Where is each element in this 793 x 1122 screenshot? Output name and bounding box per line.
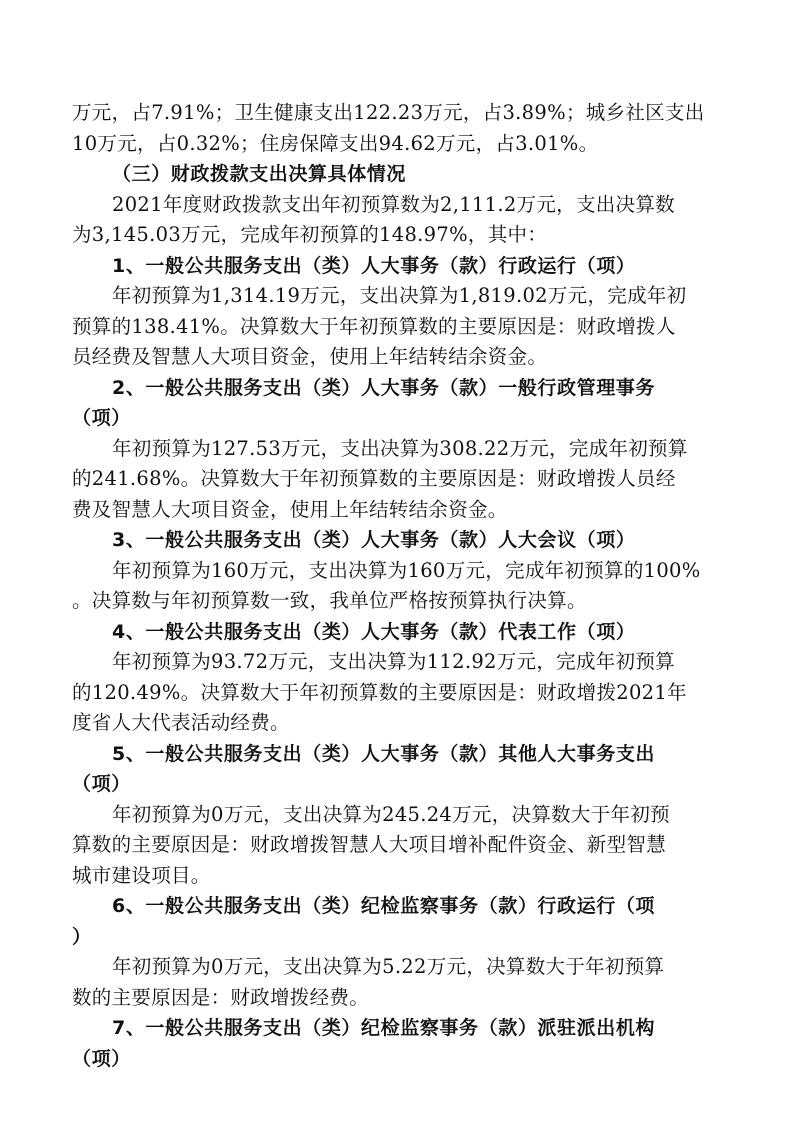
document-page (72, 98, 722, 1074)
body-line: 2021年度财政拨款支出年初预算数为2,111.2万元，支出决算数 (112, 192, 675, 216)
body-line: 年初预算为1,314.19万元，支出决算为1,819.02万元，完成年初 (112, 284, 687, 307)
body-line: 年初预算为160万元，支出决算为160万元，完成年初预算的100% (112, 558, 701, 582)
body-line: 费及智慧人大项目资金，使用上年结转结余资金。 (72, 497, 508, 521)
item-heading-7: 7、一般公共服务支出（类）纪检监察事务（款）派驻派出机构 (112, 1017, 656, 1039)
body-line: 万元，占7.91%；卫生健康支出122.23万元，占3.89%；城乡社区支出 (72, 101, 705, 124)
section-heading: （三）财政拨款支出决算具体情况 (112, 163, 407, 185)
item-heading-6: 6、一般公共服务支出（类）纪检监察事务（款）行政运行（项 (112, 895, 656, 917)
item-heading-1: 1、一般公共服务支出（类）人大事务（款）行政运行（项） (112, 254, 636, 277)
body-line: 的241.68%。决算数大于年初预算数的主要原因是：财政增拨人员经 (72, 467, 676, 490)
body-line: 年初预算为0万元，支出决算为5.22万元，决算数大于年初预算 (112, 955, 665, 978)
body-line: 为3,145.03万元，完成年初预算的148.97%，其中： (72, 223, 548, 246)
item-heading-2-cont: （项） (72, 407, 131, 429)
body-line: 算数的主要原因是：财政增拨智慧人大项目增补配件资金、新型智慧 (72, 833, 667, 856)
body-line: 。决算数与年初预算数一致，我单位严格按预算执行决算。 (72, 589, 587, 612)
body-line: 城市建设项目。 (72, 863, 211, 887)
item-heading-5: 5、一般公共服务支出（类）人大事务（款）其他人大事务支出 (112, 742, 656, 765)
body-line: 数的主要原因是：财政增拨经费。 (72, 985, 370, 1009)
item-heading-5-cont: （项） (72, 773, 131, 795)
body-line: 10万元，占0.32%；住房保障支出94.62万元，占3.01%。 (72, 131, 599, 155)
item-heading-4: 4、一般公共服务支出（类）人大事务（款）代表工作（项） (112, 620, 636, 643)
body-line: 年初预算为127.53万元，支出决算为308.22万元，完成年初预算 (112, 436, 688, 460)
body-line: 员经费及智慧人大项目资金，使用上年结转结余资金。 (72, 345, 548, 368)
body-line: 度省人大代表活动经费。 (72, 711, 290, 734)
item-heading-2: 2、一般公共服务支出（类）人大事务（款）一般行政管理事务 (112, 376, 656, 399)
body-line: 年初预算为0万元，支出决算为245.24万元，决算数大于年初预 (112, 802, 670, 826)
item-heading-7-cont: （项） (72, 1047, 131, 1070)
body-line: 预算的138.41%。决算数大于年初预算数的主要原因是：财政增拨人 (72, 314, 676, 338)
item-heading-3: 3、一般公共服务支出（类）人大事务（款）人大会议（项） (112, 529, 636, 551)
body-line: 的120.49%。决算数大于年初预算数的主要原因是：财政增拨2021年 (72, 680, 687, 704)
body-line: 年初预算为93.72万元，支出决算为112.92万元，完成年初预算 (112, 650, 675, 673)
item-heading-6-cont: ） (72, 925, 92, 948)
